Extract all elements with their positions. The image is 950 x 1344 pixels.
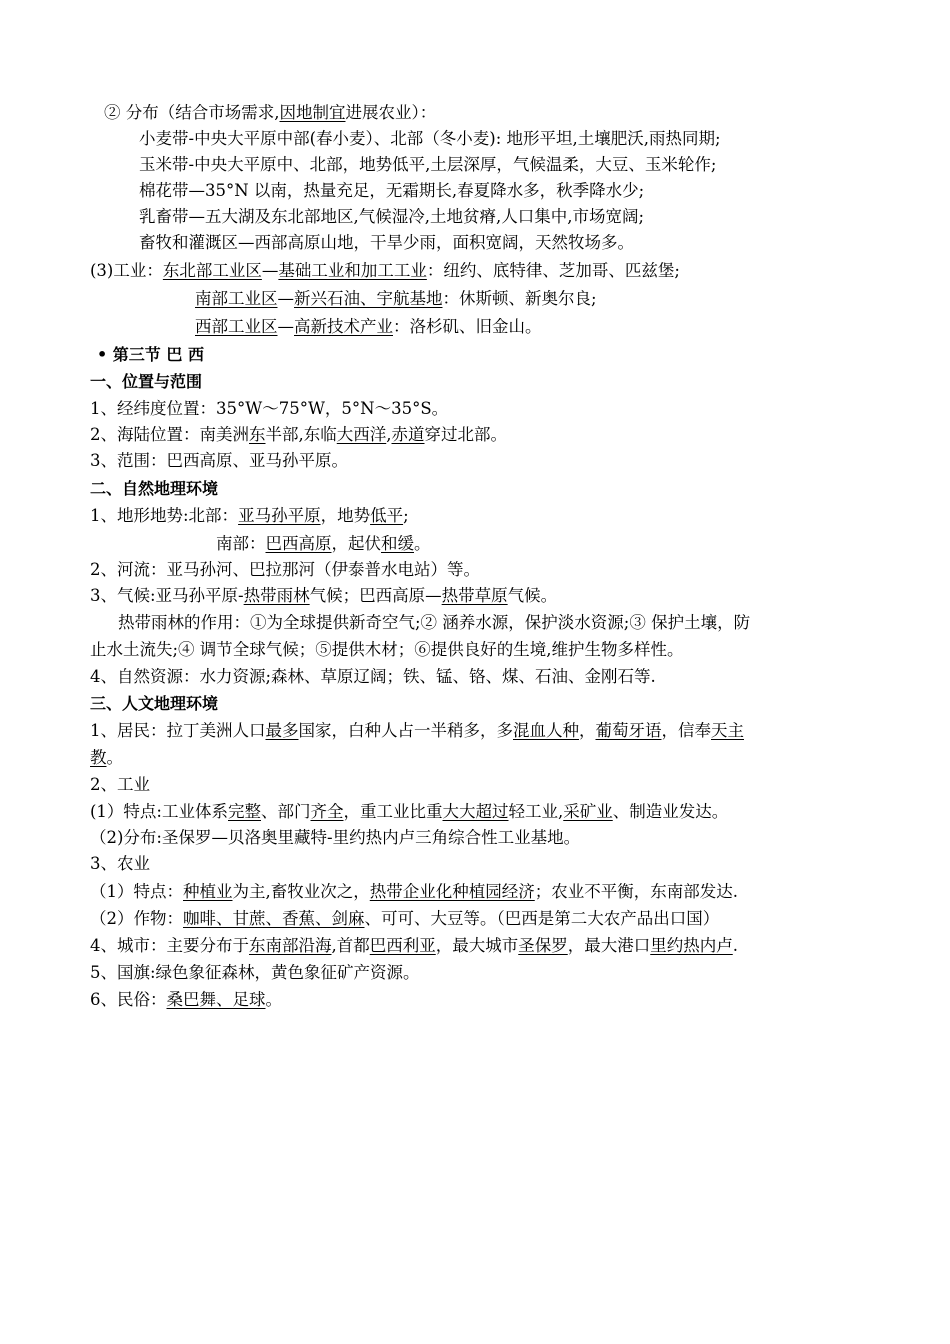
text-segment: 。 bbox=[265, 990, 282, 1009]
text-line bbox=[90, 960, 420, 986]
text-segment: ， bbox=[579, 721, 596, 740]
text-line bbox=[139, 152, 716, 178]
underlined-term: 里约热内卢 bbox=[650, 936, 733, 955]
underlined-term: 低平 bbox=[370, 506, 404, 525]
text-segment: 止水土流失;④ 调节全球气候；⑤提供木材；⑥提供良好的生境,维护生物多样性。 bbox=[90, 640, 684, 659]
underlined-term: 大大超过 bbox=[442, 802, 509, 821]
text-segment: ，起伏 bbox=[331, 534, 381, 553]
text-segment: 、可可、大豆等。（巴西是第二大农产品出口国） bbox=[364, 909, 720, 928]
text-segment: ：纽约、底特律、芝加哥、匹兹堡; bbox=[426, 261, 680, 280]
text-segment: (3)工业： bbox=[90, 261, 163, 280]
text-line bbox=[90, 799, 728, 825]
text-line bbox=[90, 258, 680, 284]
section-heading bbox=[97, 342, 204, 368]
text-segment: 气候。 bbox=[507, 586, 558, 605]
text-line bbox=[104, 100, 436, 126]
text-segment: 5、国旗:绿色象征森林，黄色象征矿产资源。 bbox=[90, 963, 420, 982]
text-segment: 轻工业, bbox=[508, 802, 564, 821]
text-line bbox=[90, 664, 656, 690]
underlined-term: 完整 bbox=[228, 802, 261, 821]
underlined-term: 东北部工业区 bbox=[162, 261, 262, 280]
text-segment: 。 bbox=[106, 748, 123, 767]
text-segment: 6、民俗： bbox=[90, 990, 167, 1009]
underlined-term: 热带雨林 bbox=[243, 586, 310, 605]
underlined-term: 桑巴舞、足球 bbox=[166, 990, 266, 1009]
text-segment: 畜牧和灌溉区—西部高原山地，干旱少雨，面积宽阔，天然牧场多。 bbox=[139, 233, 634, 252]
text-line bbox=[90, 933, 738, 959]
underlined-term: 基础工业和加工工业 bbox=[278, 261, 427, 280]
text-segment: 三、人文地理环境 bbox=[90, 694, 219, 713]
text-line bbox=[195, 286, 597, 312]
text-line bbox=[139, 204, 644, 230]
section-heading bbox=[90, 691, 218, 717]
text-line bbox=[90, 396, 448, 422]
underlined-term: 巴西利亚 bbox=[369, 936, 436, 955]
text-segment: 4、城市：主要分布于 bbox=[90, 936, 249, 955]
text-segment: ；农业不平衡，东南部发达. bbox=[534, 882, 738, 901]
text-segment: ，地势 bbox=[320, 506, 371, 525]
text-line bbox=[90, 851, 150, 877]
underlined-term: 热带草原 bbox=[441, 586, 508, 605]
text-segment: 半部,东临 bbox=[265, 425, 337, 444]
text-line bbox=[139, 126, 721, 152]
text-line bbox=[139, 230, 634, 256]
text-segment: 二、自然地理环境 bbox=[90, 479, 219, 498]
text-segment: 2、河流：亚马孙河、巴拉那河（伊泰普水电站）等。 bbox=[90, 560, 480, 579]
text-line bbox=[90, 987, 282, 1013]
text-segment: (1）特点:工业体系 bbox=[90, 802, 228, 821]
text-segment: 4、自然资源：水力资源;森林、草原辽阔；铁、锰、铬、煤、石油、金刚石等. bbox=[90, 667, 656, 686]
text-segment: 进展农业）： bbox=[345, 103, 437, 122]
underlined-term: 采矿业 bbox=[563, 802, 613, 821]
text-line bbox=[90, 637, 684, 663]
text-segment: 、制造业发达。 bbox=[612, 802, 729, 821]
underlined-term: 亚马孙平原 bbox=[238, 506, 321, 525]
text-segment: 小麦带-中央大平原中部(春小麦）、北部（冬小麦): 地形平坦,土壤肥沃,雨热同期; bbox=[139, 129, 721, 148]
text-segment: ，信奉 bbox=[661, 721, 711, 740]
text-line bbox=[90, 879, 738, 905]
text-segment: ; bbox=[403, 506, 409, 525]
text-line bbox=[90, 772, 150, 798]
text-segment: 3、气候:亚马孙平原- bbox=[90, 586, 244, 605]
text-segment: . bbox=[732, 936, 738, 955]
underlined-term: 圣保罗 bbox=[518, 936, 568, 955]
underlined-term: 巴西高原 bbox=[265, 534, 332, 553]
text-segment: 3、范围：巴西高原、亚马孙平原。 bbox=[90, 451, 348, 470]
text-segment: 1、经纬度位置：35°W～75°W，5°N～35°S。 bbox=[90, 399, 449, 418]
text-segment: ，最大城市 bbox=[435, 936, 519, 955]
underlined-term: 天主 bbox=[711, 721, 744, 740]
text-segment: 国家，白种人占一半稍多，多 bbox=[298, 721, 513, 740]
text-line bbox=[90, 583, 557, 609]
text-segment: 1、居民：拉丁美洲人口 bbox=[90, 721, 266, 740]
text-segment: 气候；巴西高原— bbox=[309, 586, 442, 605]
text-segment: ,首都 bbox=[331, 936, 370, 955]
text-line bbox=[90, 448, 348, 474]
text-segment: 热带雨林的作用：①为全球提供新奇空气;② 涵养水源，保护淡水资源;③ 保护土壤，防 bbox=[118, 613, 751, 632]
underlined-term: 东 bbox=[249, 425, 266, 444]
text-segment: 3、农业 bbox=[90, 854, 150, 873]
section-heading bbox=[90, 369, 202, 395]
section-heading bbox=[90, 476, 218, 502]
text-line bbox=[139, 178, 644, 204]
text-segment: 。 bbox=[414, 534, 431, 553]
text-segment: 1、地形地势:北部： bbox=[90, 506, 239, 525]
text-segment: • 第三节 巴 西 bbox=[97, 345, 204, 364]
text-line bbox=[90, 503, 409, 529]
underlined-term: 因地制宜 bbox=[279, 103, 346, 122]
text-segment: 2、工业 bbox=[90, 775, 150, 794]
text-segment: — bbox=[277, 289, 294, 308]
underlined-term: 教 bbox=[90, 748, 107, 767]
text-segment: 为主,畜牧业次之， bbox=[232, 882, 370, 901]
text-segment: ② 分布（结合市场需求, bbox=[104, 103, 280, 122]
underlined-term: 和缓 bbox=[381, 534, 414, 553]
underlined-term: 赤道 bbox=[391, 425, 425, 444]
underlined-term: 南部工业区 bbox=[195, 289, 278, 308]
text-segment: 穿过北部。 bbox=[424, 425, 507, 444]
text-segment: ，最大港口 bbox=[567, 936, 651, 955]
underlined-term: 高新技术产业 bbox=[294, 317, 393, 336]
text-line bbox=[90, 745, 123, 771]
text-segment: — bbox=[277, 317, 294, 336]
underlined-term: 东南部沿海 bbox=[249, 936, 332, 955]
underlined-term: 最多 bbox=[265, 721, 299, 740]
text-segment: 乳畜带—五大湖及东北部地区,气候湿冷,土地贫瘠,人口集中,市场宽阔; bbox=[139, 207, 645, 226]
text-line bbox=[90, 422, 507, 448]
text-segment: （2)分布:圣保罗—贝洛奥里藏特-里约热内卢三角综合性工业基地。 bbox=[90, 828, 581, 847]
text-line bbox=[90, 825, 580, 851]
underlined-term: 热带企业化种植园经济 bbox=[369, 882, 535, 901]
text-line bbox=[90, 557, 480, 583]
text-segment: 、部门 bbox=[261, 802, 311, 821]
text-segment: 玉米带-中央大平原中、北部，地势低平,土层深厚，气候温柔，大豆、玉米轮作; bbox=[139, 155, 717, 174]
underlined-term: 西部工业区 bbox=[195, 317, 278, 336]
text-segment: 一、位置与范围 bbox=[90, 372, 203, 391]
text-segment: ：洛杉矶、旧金山。 bbox=[393, 317, 542, 336]
text-segment: ，重工业比重 bbox=[343, 802, 443, 821]
underlined-term: 新兴石油、宇航基地 bbox=[294, 289, 443, 308]
text-segment: ：休斯顿、新奥尔良; bbox=[442, 289, 597, 308]
text-line bbox=[216, 531, 431, 557]
text-segment: （1）特点： bbox=[90, 882, 183, 901]
text-line bbox=[90, 718, 744, 744]
text-line bbox=[118, 610, 750, 636]
text-line bbox=[90, 906, 719, 932]
underlined-term: 大西洋 bbox=[336, 425, 387, 444]
underlined-term: 混血人种 bbox=[513, 721, 579, 740]
underlined-term: 葡萄牙语 bbox=[595, 721, 662, 740]
underlined-term: 种植业 bbox=[183, 882, 233, 901]
underlined-term: 齐全 bbox=[310, 802, 344, 821]
text-segment: 棉花带—35°N 以南，热量充足，无霜期长,春夏降水多，秋季降水少; bbox=[139, 181, 645, 200]
text-line bbox=[195, 314, 542, 340]
underlined-term: 咖啡、甘蔗、香蕉、剑麻 bbox=[183, 909, 365, 928]
text-segment: , bbox=[386, 425, 392, 444]
text-segment: （2）作物： bbox=[90, 909, 183, 928]
text-segment: — bbox=[261, 261, 279, 280]
text-segment: 南部： bbox=[216, 534, 266, 553]
text-segment: 2、海陆位置：南美洲 bbox=[90, 425, 249, 444]
